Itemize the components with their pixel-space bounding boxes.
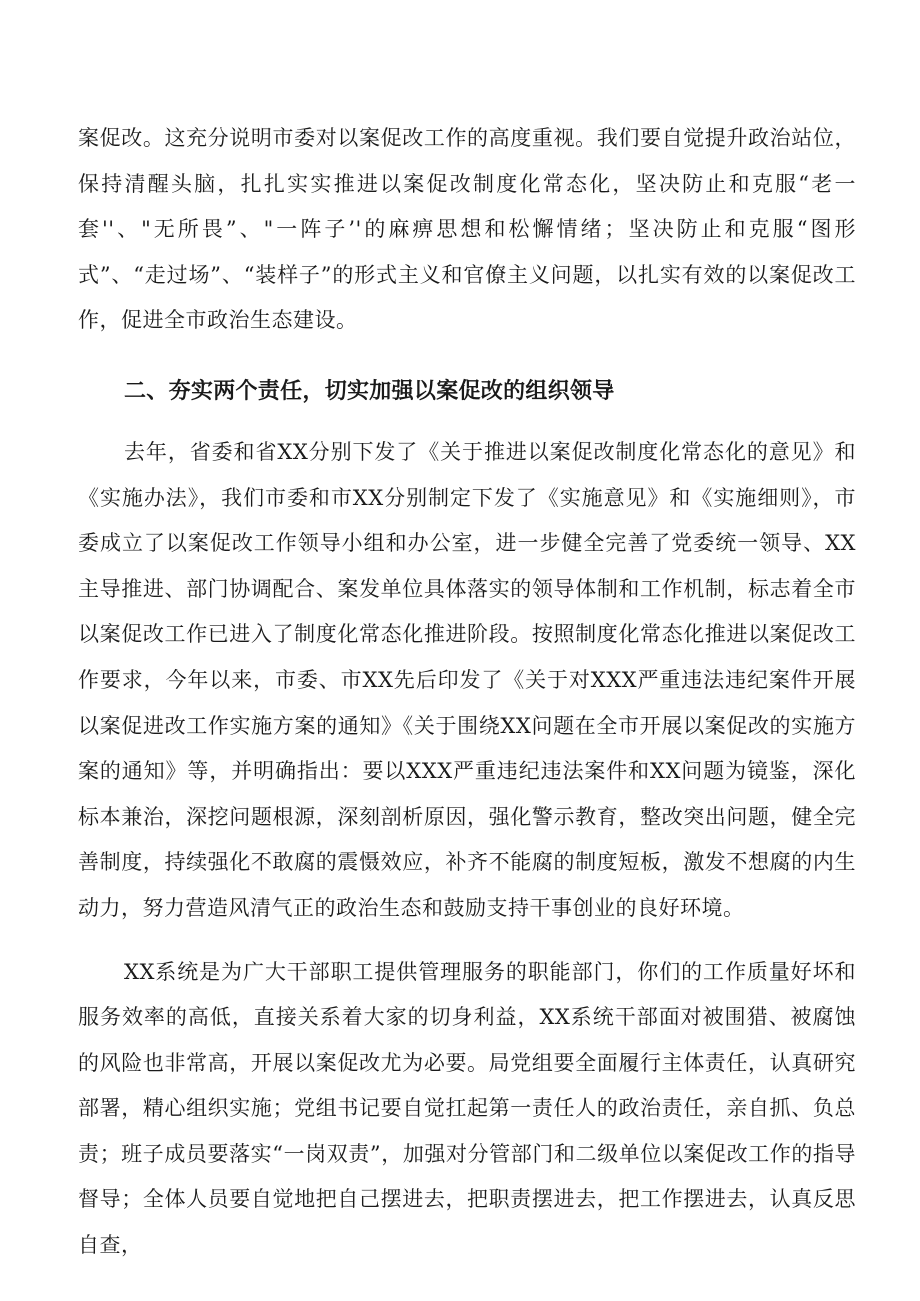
paragraph-section-2-system: XX系统是为广大干部职工提供管理服务的职能部门，你们的工作质量好坏和服务效率的高低，直接关系着大家的切身利益，XX系统干部面对被围猎、被腐蚀的风险也非常高，开展以案促改尤为必要。局党组要全面履行主体责任，认真研究部署，精心组织实施；党组书记要自觉扛起第一责任人的政治责任，亲自抓、负总责；班子成员要落实“一岗双责”，加强对分管部门和二级单位以案促改工作的指导督导；全体人员要自觉地把自己摆进去，把职责摆进去，把工作摆进去，认真反思自查， bbox=[78, 959, 856, 1258]
section-heading: 二、夯实两个责任，切实加强以案促改的组织领导 bbox=[124, 378, 615, 404]
paragraph-section-2-intro: 去年，省委和省XX分别下发了《关于推进以案促改制度化常态化的意见》和《实施办法》，我们市委和市XX分别制定下发了《实施意见》和《实施细则》，市委成立了以案促改工作领导小组和办公室，进一步健全完善了党委统一领导、XX主导推进、部门协调配合、案发单位具体落实的领导体制和工作机制，标志着全市以案促改工作已进入了制度化常态化推进阶段。按照制度化常态化推进以案促改工作要求，今年以来，市委、市XX先后印发了《关于对XXX严重违法违纪案件开展以案促进改工作实施方案的通知》《关于围绕XX问题在全市开展以案促改的实施方案的通知》等，并明确指出：要以XXX严重违纪违法案件和XX问题为镜鉴，深化标本兼治，深挖问题根源，深刻剖析原因，强化警示教育，整改突出问题，健全完善制度，持续强化不敢腐的震慑效应，补齐不能腐的制度短板，激发不想腐的内生动力，努力营造风清气正的政治生态和鼓励支持干事创业的良好环境。 bbox=[78, 439, 856, 920]
paragraph-continuation: 案促改。这充分说明市委对以案促改工作的高度重视。我们要自觉提升政治站位，保持清醒头脑，扎扎实实推进以案促改制度化常态化，坚决防止和克服“老一套''、"无所畏”、"一阵子’'的麻痹思想和松懈情绪；坚决防止和克服“图形式”、“走过场”、“装样子”的形式主义和官僚主义问题，以扎实有效的以案促改工作，促进全市政治生态建设。 bbox=[78, 126, 856, 333]
document-body bbox=[78, 116, 856, 1269]
